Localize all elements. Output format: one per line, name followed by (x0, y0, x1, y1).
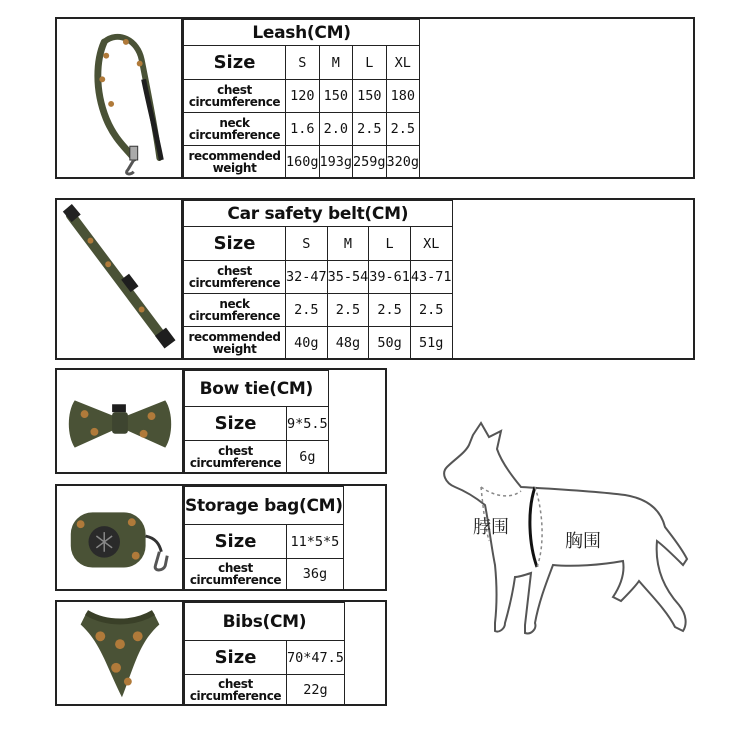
bibs-size-label: Size (185, 641, 287, 675)
bow-tie-product-image (57, 370, 184, 472)
car-belt-chest-label: chest circumference (184, 261, 286, 294)
leash-weight-xl: 320g (386, 146, 420, 178)
leash-size-s: S (286, 46, 320, 80)
bibs-chest-label: chest circumference (185, 675, 287, 705)
car-belt-size-m: M (327, 227, 369, 261)
car-belt-size-l: L (369, 227, 411, 261)
bibs-chest-value: 22g (287, 675, 345, 705)
bow-tie-title: Bow tie(CM) (185, 371, 329, 407)
bow-tie-icon (57, 370, 182, 472)
bibs-size-value: 70*47.5 (287, 641, 345, 675)
leash-chest-l: 150 (353, 80, 387, 113)
car-belt-icon (57, 200, 181, 358)
leash-product-image (57, 19, 183, 177)
leash-icon (57, 19, 181, 177)
leash-chest-xl: 180 (386, 80, 420, 113)
car-belt-neck-m: 2.5 (327, 294, 369, 327)
chest-girth-label: 胸围 (565, 531, 601, 552)
car-belt-size-table (55, 198, 695, 360)
leash-weight-m: 193g (319, 146, 353, 178)
car-belt-neck-label: neck circumference (184, 294, 286, 327)
leash-neck-label: neck circumference (184, 113, 286, 146)
bibs-size-table (55, 600, 387, 706)
car-belt-weight-s: 40g (286, 327, 328, 359)
car-belt-title: Car safety belt(CM) (184, 201, 453, 227)
leash-neck-m: 2.0 (319, 113, 353, 146)
bow-tie-table (184, 370, 329, 473)
storage-bag-chest-label: chest circumference (185, 559, 287, 590)
car-belt-neck-l: 2.5 (369, 294, 411, 327)
bow-tie-size-value: 9*5.5 (287, 407, 329, 441)
bandana-icon (57, 602, 182, 704)
leash-size-xl: XL (386, 46, 420, 80)
storage-bag-table (184, 486, 344, 590)
leash-chest-s: 120 (286, 80, 320, 113)
storage-bag-size-value: 11*5*5 (287, 525, 344, 559)
storage-bag-size-table (55, 484, 387, 591)
bibs-table (184, 602, 345, 705)
car-belt-size-xl: XL (410, 227, 452, 261)
leash-table (183, 19, 420, 178)
car-belt-size-label: Size (184, 227, 286, 261)
car-belt-size-s: S (286, 227, 328, 261)
bow-tie-size-label: Size (185, 407, 287, 441)
leash-weight-s: 160g (286, 146, 320, 178)
dog-measurement-diagram (425, 415, 705, 655)
leash-size-m: M (319, 46, 353, 80)
leash-chest-m: 150 (319, 80, 353, 113)
leash-weight-label: recommended weight (184, 146, 286, 178)
car-belt-chest-xl: 43-71 (410, 261, 452, 294)
bow-tie-chest-value: 6g (287, 441, 329, 473)
leash-neck-xl: 2.5 (386, 113, 420, 146)
car-belt-chest-m: 35-54 (327, 261, 369, 294)
leash-neck-s: 1.6 (286, 113, 320, 146)
car-belt-weight-xl: 51g (410, 327, 452, 359)
leash-size-table (55, 17, 695, 179)
car-belt-weight-label: recommended weight (184, 327, 286, 359)
storage-bag-product-image (57, 486, 184, 589)
leash-title: Leash(CM) (184, 20, 420, 46)
car-belt-table (183, 200, 453, 359)
car-belt-weight-m: 48g (327, 327, 369, 359)
car-belt-product-image (57, 200, 183, 358)
bow-tie-chest-label: chest circumference (185, 441, 287, 473)
bow-tie-size-table (55, 368, 387, 474)
car-belt-chest-l: 39-61 (369, 261, 411, 294)
leash-size-l: L (353, 46, 387, 80)
leash-weight-l: 259g (353, 146, 387, 178)
car-belt-chest-s: 32-47 (286, 261, 328, 294)
car-belt-neck-s: 2.5 (286, 294, 328, 327)
bibs-title: Bibs(CM) (185, 603, 345, 641)
leash-chest-label: chest circumference (184, 80, 286, 113)
storage-bag-size-label: Size (185, 525, 287, 559)
neck-girth-label: 脖围 (473, 517, 509, 538)
storage-bag-icon (57, 486, 182, 589)
storage-bag-title: Storage bag(CM) (185, 487, 344, 525)
car-belt-neck-xl: 2.5 (410, 294, 452, 327)
bibs-product-image (57, 602, 184, 704)
leash-size-label: Size (184, 46, 286, 80)
storage-bag-chest-value: 36g (287, 559, 344, 590)
car-belt-weight-l: 50g (369, 327, 411, 359)
leash-neck-l: 2.5 (353, 113, 387, 146)
